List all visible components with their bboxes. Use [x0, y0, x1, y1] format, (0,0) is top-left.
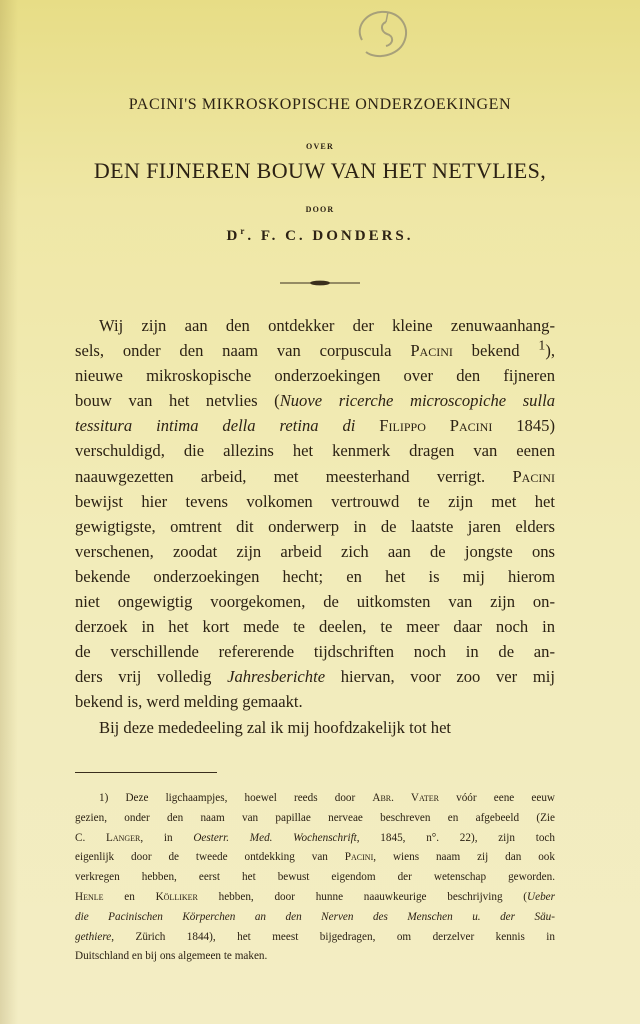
text-run: Duitschland en bij ons algemeen te maken.: [75, 950, 268, 963]
author-surname: . F. C. DONDERS.: [247, 228, 414, 244]
text-run: Bij deze mededeeling zal ik mij hoofdzakelijk tot het: [99, 717, 452, 737]
name-small-caps: Pacini: [344, 851, 374, 864]
text-run: ders vrij volledig: [75, 667, 228, 687]
footnote: [75, 789, 555, 967]
footnote-line: [75, 789, 555, 809]
text-run: niet ongewigtig voorgekomen, de uitkomsten van zijn on-: [75, 592, 555, 612]
text-run: eigenlijk door de tweede ontdekking van: [75, 851, 345, 864]
text-run: , wiens naam zij dan ook: [373, 851, 555, 864]
body-line: [75, 664, 555, 689]
body-line: [75, 564, 555, 589]
text-run: bouw van het netvlies (: [75, 391, 280, 411]
text-run: bekende onderzoekingen hecht; en het is mij hierom: [75, 566, 555, 586]
body-line: [75, 689, 555, 714]
italic-title: Oesterr. Med. Wochenschrift: [193, 831, 357, 844]
body-line: [75, 639, 555, 664]
body-line: [75, 338, 555, 363]
footnote-line: [75, 809, 555, 829]
text-run: ),: [545, 341, 555, 361]
header-line: PACINI'S MIKROSKOPISCHE ONDERZOEKINGEN: [128, 96, 512, 113]
name-small-caps: Filippo Pacini: [379, 416, 493, 436]
footnote-ref: 1: [538, 337, 546, 353]
body-line: [75, 539, 555, 564]
text-run: verkregen hebben, eerst het bewust eigendom der wetenschap geworden.: [75, 871, 555, 884]
footnote-divider: [75, 772, 217, 773]
text-run: gewigtigste, omtrent dit onderwerp in de laatste jaren elders: [75, 516, 555, 536]
text-run: bekend: [452, 341, 539, 361]
text-run: verschenen, zoodat zijn arbeid zich aan de jongste ons: [75, 541, 555, 561]
text-run: , Zürich 1844), het meest bijgedragen, om derzelver kennis in: [111, 930, 555, 943]
body-line: [75, 514, 555, 539]
body-line: [75, 614, 555, 639]
italic-title: Jahresberichte: [227, 667, 326, 687]
text-run: sels, onder den naam van corpuscula: [75, 341, 411, 361]
body-line: [75, 363, 555, 388]
text-run: nieuwe mikroskopische onderzoekingen over den fijneren: [75, 366, 555, 386]
text-run: , in: [140, 831, 194, 844]
text-run: de verschillende refererende tijdschriften noch in de an-: [75, 642, 555, 662]
text-run: naauwgezetten arbeid, met meesterhand verrigt.: [75, 466, 513, 486]
footnote-line: [75, 928, 555, 948]
name-small-caps: Pacini: [512, 466, 555, 486]
text-run: C.: [75, 831, 106, 844]
text-run: bekend is, werd melding gemaakt.: [75, 692, 303, 712]
body-line: [75, 464, 555, 489]
text-run: en: [103, 890, 156, 903]
footnote-line: [75, 908, 555, 928]
body-line: [75, 413, 555, 438]
library-stamp-mark: [346, 2, 416, 68]
text-run: 1845): [492, 416, 555, 436]
text-run: vóór eene eeuw: [438, 792, 555, 804]
body-line: [75, 388, 555, 413]
text-run: hiervan, voor zoo ver mij: [325, 667, 555, 687]
ornament-divider: [280, 279, 360, 287]
body-line: [75, 438, 555, 463]
page-title: DEN FIJNEREN BOUW VAN HET NETVLIES,: [93, 158, 547, 183]
name-small-caps: Kölliker: [155, 890, 198, 903]
body-line: [75, 489, 555, 514]
footnote-line: [75, 868, 555, 888]
body-line: [75, 313, 555, 338]
italic-title: Nuove ricerche microscopiche sulla: [279, 391, 555, 411]
text-run: hebben, door hunne naauwkeurige beschrijving (: [197, 890, 528, 903]
footnote-line: [75, 888, 555, 908]
body-line: [75, 589, 555, 614]
text-run: gezien, onder den naam van papillae nerveae beschreven en afgebeeld (Zie: [75, 811, 555, 824]
italic-title: tessitura intima della retina di: [75, 416, 356, 436]
footnote-line: [75, 829, 555, 849]
text-run: verschuldigd, die allezins het kenmerk dragen van eenen: [75, 441, 555, 461]
text-run: 1) Deze ligchaampjes, hoewel reeds door: [99, 792, 373, 804]
italic-title: gethiere: [75, 930, 112, 943]
italic-title: Ueber: [527, 890, 555, 903]
footnote-line: [75, 947, 555, 967]
author-name: [0, 228, 640, 245]
author-superscript: r: [240, 226, 248, 236]
header-over: OVER: [306, 142, 334, 151]
text-run: bewijst hier tevens volkomen vertrouwd te zijn met het: [75, 491, 555, 511]
name-small-caps: Langer: [105, 831, 141, 844]
body-line: [75, 715, 555, 740]
name-small-caps: Pacini: [410, 341, 453, 361]
name-small-caps: Abr. Vater: [372, 792, 439, 804]
italic-title: die Pacinischen Körperchen an den Nerven des Menschen u. der Säu-: [75, 910, 555, 923]
text-run: Wij zijn aan den ontdekker der kleine zenuwaanhang-: [99, 316, 555, 335]
page-edge-shadow: [0, 0, 18, 1024]
body-paragraph: [75, 313, 555, 740]
name-small-caps: Henle: [75, 890, 104, 903]
header-door: DOOR: [305, 205, 335, 214]
author-prefix: D: [226, 228, 241, 244]
text-run: , 1845, n°. 22), zijn toch: [356, 831, 555, 844]
text-run: [355, 416, 379, 435]
footnote-line: [75, 848, 555, 868]
text-run: derzoek in het kort mede te deelen, te meer daar noch in: [75, 617, 555, 637]
